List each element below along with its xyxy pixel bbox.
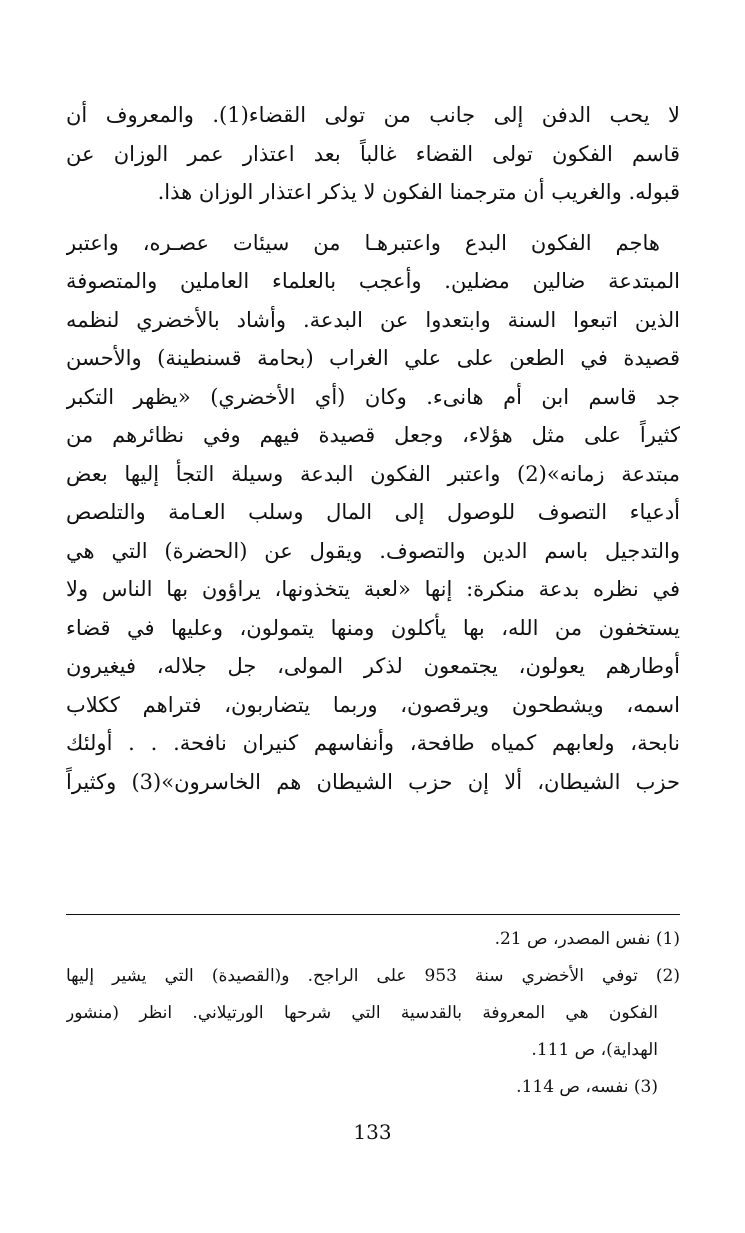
text-line: جد قاسم ابن أم هانىء. وكان (أي الأخضري) «يظهر التكبر bbox=[66, 384, 680, 409]
footnotes bbox=[66, 914, 680, 1106]
text-line: اسمه، ويشطحون ويرقصون، وربما يتضاربون، فتراهم ككلاب bbox=[66, 692, 680, 717]
text-line: يستخفون من الله، بها يأكلون ومنها يتمولون، وعليها في قضاء bbox=[66, 615, 680, 640]
text-line: نابحة، ولعابهم كمياه طافحة، وأنفاسهم كنيران نافحة. . . أولئك bbox=[66, 731, 680, 755]
text-line: كثيراً على مثل هؤلاء، وجعل قصيدة فيهم وفي نظائرهم من bbox=[66, 423, 680, 447]
text-line: قاسم الفكون تولى القضاء غالباً بعد اعتذار عمر الوزان عن bbox=[66, 141, 680, 166]
text-line: مبتدعة زمانه»(2) واعتبر الفكون البدعة وسيلة التجأ إليها بعض bbox=[66, 461, 680, 486]
footnote-3: (3) نفسه، ص 114. bbox=[516, 1077, 658, 1097]
footnote-1: (1) نفس المصدر، ص 21. bbox=[494, 929, 680, 949]
page-number: 133 bbox=[353, 1120, 392, 1144]
footnote-2-line: الهداية)، ص 111. bbox=[531, 1040, 658, 1060]
footnote-2-line: الفكون هي المعروفة بالقدسية التي شرحها الورتيلاني. انظر (منشور bbox=[66, 1003, 658, 1023]
paragraph-1 bbox=[66, 96, 680, 212]
text-line: المبتدعة ضالين مضلين. وأعجب بالعلماء العاملين والمتصوفة bbox=[66, 269, 680, 293]
paragraph-2 bbox=[66, 224, 680, 802]
text-line: حزب الشيطان، ألا إن حزب الشيطان هم الخاسرون»(3) وكثيراً bbox=[66, 769, 680, 794]
text-line: قبوله. والغريب أن مترجمنا الفكون لا يذكر اعتذار الوزان هذا. bbox=[157, 180, 680, 204]
text-line: أوطارهم يعولون، يجتمعون لذكر المولى، جل جلاله، فيغيرون bbox=[66, 654, 680, 678]
text-line: في نظره بدعة منكرة: إنها «لعبة يتخذونها، يراؤون بها الناس ولا bbox=[66, 577, 680, 601]
text-line: أدعياء التصوف للوصول إلى المال وسلب العـامة والتلصص bbox=[66, 500, 680, 524]
text-line: هاجم الفكون البدع واعتبرهـا من سيئات عصـره، واعتبر bbox=[66, 230, 660, 255]
text-line: لا يحب الدفن إلى جانب من تولى القضاء(1). والمعروف أن bbox=[66, 103, 680, 127]
main-text bbox=[66, 96, 680, 801]
text-line: الذين اتبعوا السنة وابتعدوا عن البدعة. وأشاد بالأخضري لنظمه bbox=[66, 307, 680, 332]
footnote-2-line: (2) توفي الأخضري سنة 953 على الراجح. و(القصيدة) التي يشير إليها bbox=[66, 966, 680, 986]
text-line: والتدجيل باسم الدين والتصوف. ويقول عن (الحضرة) التي هي bbox=[66, 538, 680, 563]
text-line: قصيدة في الطعن على علي الغراب (بحامة قسنطينة) والأحسن bbox=[66, 346, 680, 370]
